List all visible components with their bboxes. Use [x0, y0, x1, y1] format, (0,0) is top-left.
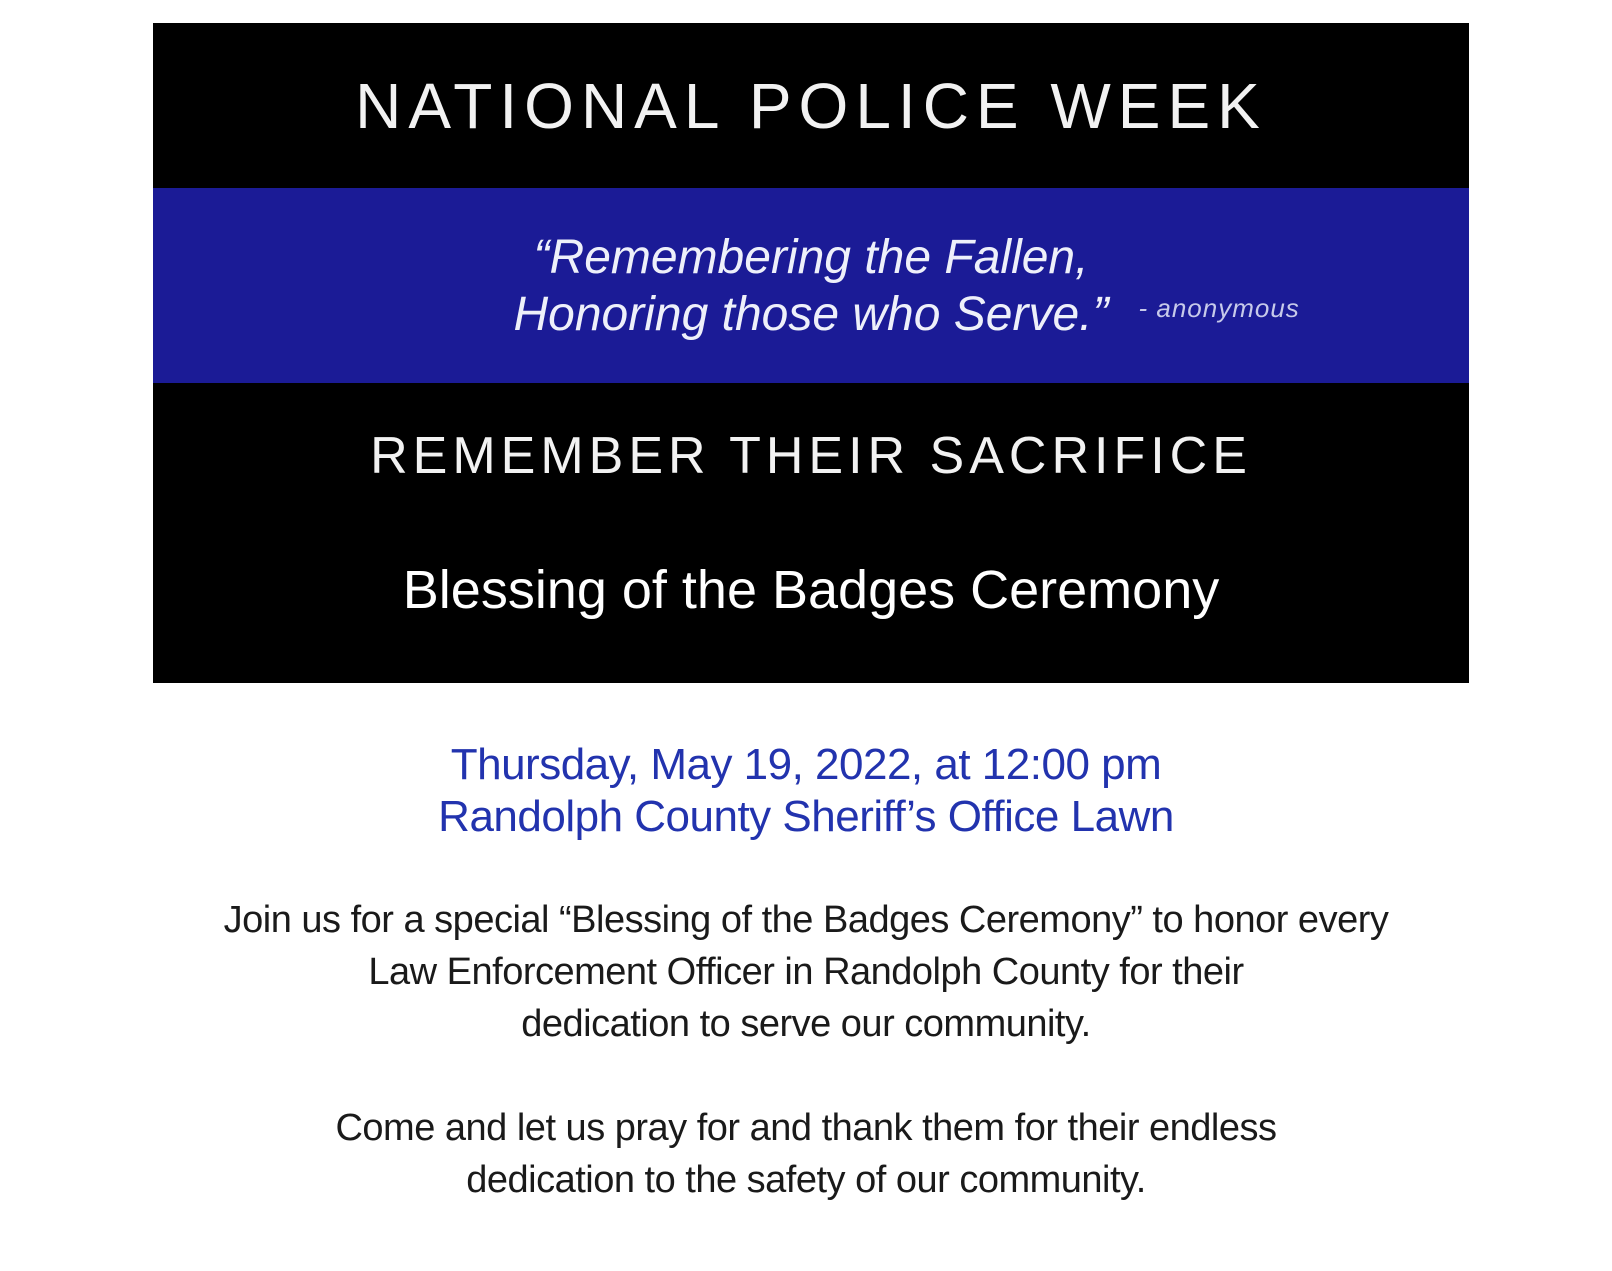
- paragraph-line: dedication to the safety of our community.: [466, 1159, 1146, 1201]
- banner-title-section: [153, 23, 1469, 188]
- quote-attribution: - anonymous: [1138, 292, 1300, 323]
- event-location: Randolph County Sheriff’s Office Lawn: [438, 792, 1174, 841]
- paragraph-line: Join us for a special “Blessing of the Badges Ceremony” to honor every: [223, 899, 1389, 941]
- prayer-paragraph: [0, 1102, 1612, 1206]
- event-datetime: Thursday, May 19, 2022, at 12:00 pm: [450, 740, 1162, 789]
- paragraph-line: dedication to serve our community.: [521, 1003, 1091, 1045]
- banner-title: NATIONAL POLICE WEEK: [355, 69, 1267, 142]
- police-week-banner: [153, 23, 1469, 683]
- paragraph-line: Come and let us pray for and thank them for their endless: [335, 1107, 1277, 1149]
- banner-subtitle: REMEMBER THEIR SACRIFICE: [370, 427, 1252, 485]
- banner-bottom-section: [153, 383, 1469, 683]
- quote-line-2: Honoring those who Serve.”: [513, 287, 1109, 341]
- event-details: [0, 739, 1612, 843]
- paragraph-line: Law Enforcement Officer in Randolph County for their: [368, 951, 1244, 993]
- invitation-paragraph: [0, 894, 1612, 1050]
- quote-line-1: “Remembering the Fallen,: [533, 230, 1089, 284]
- quote-line-2-wrap: [513, 286, 1300, 343]
- event-title: Blessing of the Badges Ceremony: [402, 560, 1220, 620]
- flyer-body: [0, 894, 1612, 1206]
- thin-blue-line-stripe: [153, 188, 1469, 383]
- quote-line-2-row: [513, 286, 1300, 343]
